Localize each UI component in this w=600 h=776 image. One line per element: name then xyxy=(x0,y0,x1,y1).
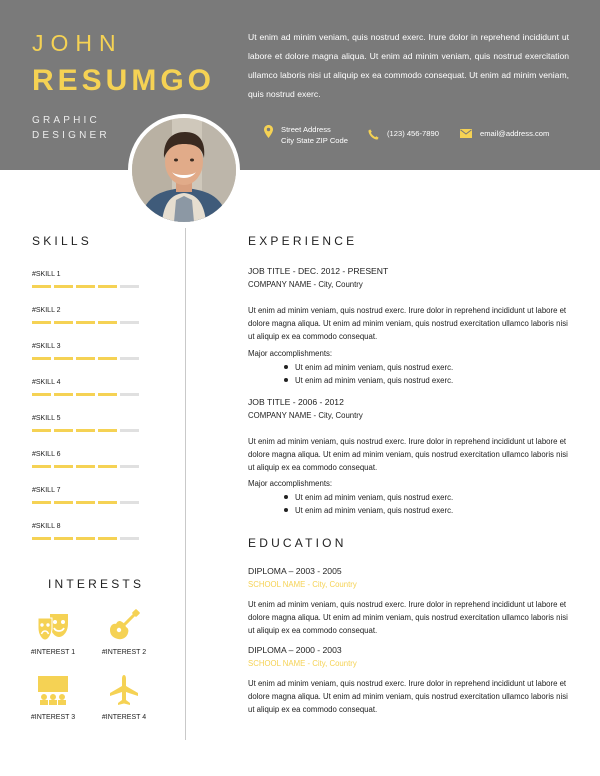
interests-heading: INTERESTS xyxy=(48,577,145,591)
job-description: Ut enim ad minim veniam, quis nostrud exerc. Irure dolor in reprehend incididunt ut labore et dolore magna aliqua. Ut enim ad minim veniam, quis nostrud exercitation ullamco laboris nisi ut aliquip ex ea commodo consequat. xyxy=(248,437,568,472)
skill-level-segment xyxy=(54,429,73,432)
interest-item xyxy=(89,608,159,656)
skill-level-segment xyxy=(32,357,51,360)
skill-name: #SKILL 2 xyxy=(32,307,61,314)
theater-masks-icon xyxy=(36,608,70,642)
skill-level-segment xyxy=(120,393,139,396)
skill-name: #SKILL 8 xyxy=(32,523,61,530)
skill-level-segment xyxy=(76,393,95,396)
header-band xyxy=(0,0,600,170)
skill-level-segment xyxy=(76,537,95,540)
first-name: JOHN xyxy=(32,30,123,56)
cinema-screen-icon xyxy=(36,673,70,707)
skills-heading: SKILLS xyxy=(32,234,92,248)
phone-icon xyxy=(368,129,379,140)
profile-photo-frame xyxy=(128,114,240,226)
job-title: JOB TITLE - 2006 - 2012 xyxy=(248,397,344,407)
skill-level-segment xyxy=(98,393,117,396)
contact-address xyxy=(264,124,348,146)
skill-level-segment xyxy=(120,285,139,288)
skill-level-segment xyxy=(120,465,139,468)
company-name: COMPANY NAME - City, Country xyxy=(248,280,363,289)
profile-photo xyxy=(132,118,236,222)
skill-level-segment xyxy=(54,393,73,396)
skill-name: #SKILL 7 xyxy=(32,487,61,494)
skill-level-segment xyxy=(98,465,117,468)
skill-level-segment xyxy=(54,465,73,468)
interest-label: #INTEREST 2 xyxy=(101,649,147,656)
skill-level-segment xyxy=(76,357,95,360)
skill-item xyxy=(32,415,142,432)
accomplishments-label: Major accomplishments: xyxy=(248,349,333,358)
accomplishment-item: Ut enim ad minim veniam, quis nostrud exerc. xyxy=(284,374,453,387)
skill-name: #SKILL 6 xyxy=(32,451,61,458)
interest-item xyxy=(18,608,88,656)
skill-level-segment xyxy=(98,537,117,540)
address-line-1: Street Address xyxy=(281,125,331,134)
skill-name: #SKILL 1 xyxy=(32,271,61,278)
skill-item xyxy=(32,379,142,396)
skill-level-segment xyxy=(120,321,139,324)
accomplishment-item: Ut enim ad minim veniam, quis nostrud exerc. xyxy=(284,361,453,374)
portrait-illustration xyxy=(132,118,236,222)
address-line-2: City State ZIP Code xyxy=(281,136,348,145)
skill-level-bar xyxy=(32,285,142,288)
skill-level-segment xyxy=(32,465,51,468)
job-description: Ut enim ad minim veniam, quis nostrud exerc. Irure dolor in reprehend incididunt ut labore et dolore magna aliqua. Ut enim ad minim veniam, quis nostrud exercitation ullamco laboris nisi ut aliquip ex ea commodo consequat. xyxy=(248,306,568,341)
address-text xyxy=(281,124,348,146)
job-role xyxy=(32,113,110,143)
skill-level-bar xyxy=(32,393,142,396)
accomplishments-label: Major accomplishments: xyxy=(248,479,333,488)
email-text: email@address.com xyxy=(480,129,550,138)
skill-level-segment xyxy=(120,501,139,504)
profile-summary: Ut enim ad minim veniam, quis nostrud exerc. Irure dolor in reprehend incididunt ut labore et dolore magna aliqua. Ut enim ad minim veniam, quis nostrud exercitation ullamco laboris nisi ut aliquip ex ea commodo consequat. Ut enim ad minim veniam, quis nostrud exerc. xyxy=(248,32,569,99)
skill-level-segment xyxy=(120,357,139,360)
skill-item xyxy=(32,307,142,324)
skill-level-segment xyxy=(54,501,73,504)
skill-level-segment xyxy=(98,357,117,360)
interest-item xyxy=(89,673,159,721)
accomplishments-list xyxy=(284,491,453,517)
skill-level-segment xyxy=(98,321,117,324)
company-name: COMPANY NAME - City, Country xyxy=(248,411,363,420)
diploma-title: DIPLOMA – 2000 - 2003 xyxy=(248,645,342,655)
accomplishment-item: Ut enim ad minim veniam, quis nostrud exerc. xyxy=(284,504,453,517)
skill-level-segment xyxy=(32,501,51,504)
column-divider xyxy=(185,228,186,740)
job-role-line-2: DESIGNER xyxy=(32,130,110,141)
skill-name: #SKILL 4 xyxy=(32,379,61,386)
skill-level-segment xyxy=(54,285,73,288)
skill-level-segment xyxy=(98,429,117,432)
education-heading: EDUCATION xyxy=(248,536,347,550)
skill-level-segment xyxy=(120,429,139,432)
skill-level-segment xyxy=(54,321,73,324)
skill-level-segment xyxy=(76,285,95,288)
interest-label: #INTEREST 4 xyxy=(101,714,147,721)
skill-item xyxy=(32,487,142,504)
skill-level-segment xyxy=(54,537,73,540)
phone-text: (123) 456-7890 xyxy=(387,129,439,138)
guitar-icon xyxy=(107,608,141,642)
skill-level-segment xyxy=(32,285,51,288)
skill-level-bar xyxy=(32,429,142,432)
experience-heading: EXPERIENCE xyxy=(248,234,358,248)
skill-name: #SKILL 3 xyxy=(32,343,61,350)
skill-level-segment xyxy=(98,501,117,504)
last-name: RESUMGO xyxy=(32,64,216,97)
skill-item xyxy=(32,523,142,540)
skill-item xyxy=(32,343,142,360)
accomplishment-item: Ut enim ad minim veniam, quis nostrud exerc. xyxy=(284,491,453,504)
skill-level-segment xyxy=(76,501,95,504)
education-description: Ut enim ad minim veniam, quis nostrud exerc. Irure dolor in reprehend incididunt ut labore et dolore magna aliqua. Ut enim ad minim veniam, quis nostrud exercitation ullamco laboris nisi ut aliquip ex ea commodo consequat. xyxy=(248,679,568,714)
skill-level-segment xyxy=(98,285,117,288)
envelope-icon xyxy=(460,129,472,138)
skill-level-segment xyxy=(32,321,51,324)
skill-level-segment xyxy=(32,537,51,540)
school-name: SCHOOL NAME - City, Country xyxy=(248,580,357,589)
skill-level-segment xyxy=(76,321,95,324)
contact-email xyxy=(460,128,549,139)
location-pin-icon xyxy=(264,125,273,138)
skill-level-bar xyxy=(32,321,142,324)
airplane-icon xyxy=(107,673,141,707)
education-description: Ut enim ad minim veniam, quis nostrud exerc. Irure dolor in reprehend incididunt ut labore et dolore magna aliqua. Ut enim ad minim veniam, quis nostrud exercitation ullamco laboris nisi ut aliquip ex ea commodo consequat. xyxy=(248,600,568,635)
skill-item xyxy=(32,451,142,468)
skill-level-bar xyxy=(32,537,142,540)
skill-name: #SKILL 5 xyxy=(32,415,61,422)
interest-label: #INTEREST 1 xyxy=(30,649,76,656)
skill-level-bar xyxy=(32,465,142,468)
skill-level-segment xyxy=(32,429,51,432)
interest-label: #INTEREST 3 xyxy=(30,714,76,721)
diploma-title: DIPLOMA – 2003 - 2005 xyxy=(248,566,342,576)
accomplishments-list xyxy=(284,361,453,387)
job-title: JOB TITLE - DEC. 2012 - PRESENT xyxy=(248,266,389,276)
skill-level-segment xyxy=(76,429,95,432)
contact-phone xyxy=(368,128,439,140)
skill-level-segment xyxy=(76,465,95,468)
skill-level-segment xyxy=(54,357,73,360)
skill-item xyxy=(32,271,142,288)
skill-level-bar xyxy=(32,357,142,360)
skill-level-bar xyxy=(32,501,142,504)
school-name: SCHOOL NAME - City, Country xyxy=(248,659,357,668)
skill-level-segment xyxy=(120,537,139,540)
interest-item xyxy=(18,673,88,721)
skill-level-segment xyxy=(32,393,51,396)
job-role-line-1: GRAPHIC xyxy=(32,115,100,126)
